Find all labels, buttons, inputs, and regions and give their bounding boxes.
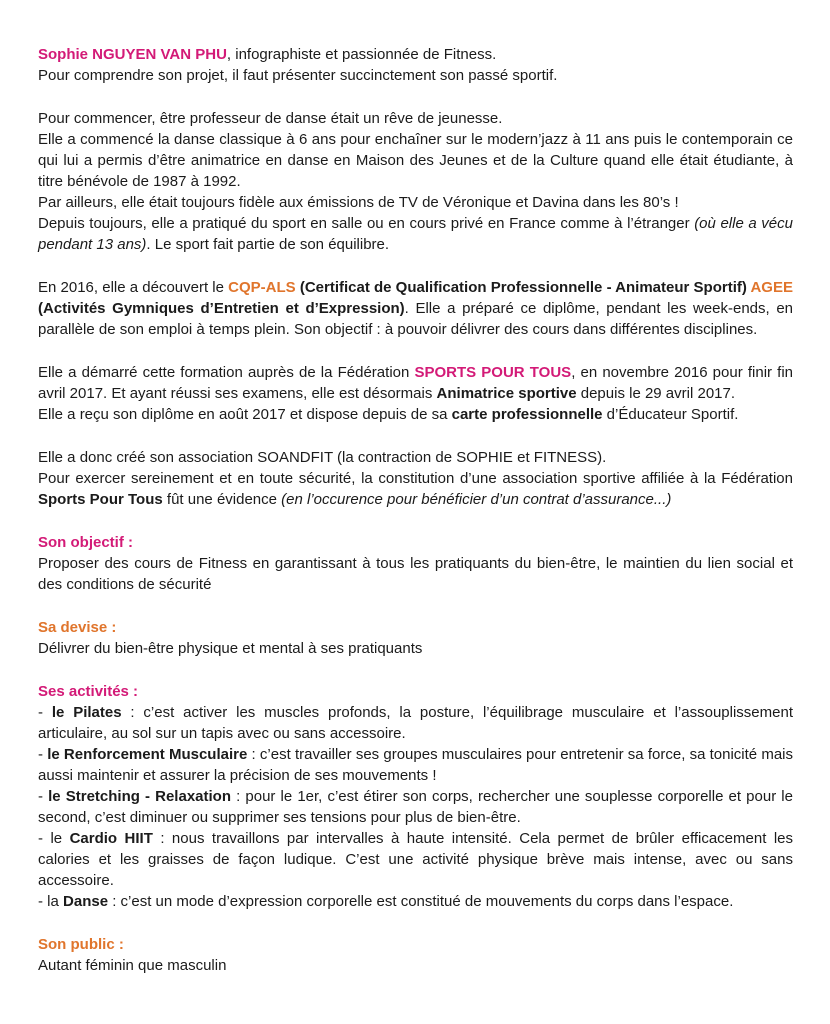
formation-mid: , en novembre 2016 pour finir fin avril 2017. Et ayant réussi ses examens, elle est désormais: [38, 364, 794, 402]
formation-line-1: [38, 362, 793, 404]
federation-name: SPORTS POUR TOUS: [414, 364, 572, 381]
activity-prefix: -: [38, 788, 49, 805]
activities-heading: Ses activités :: [38, 683, 139, 700]
activity-item-stretching: [38, 786, 793, 828]
motto-body: Délivrer du bien-être physique et mental à ses pratiquants: [38, 640, 423, 657]
qualification-start: En 2016, elle a découvert le: [38, 279, 229, 296]
audience-body: Autant féminin que masculin: [38, 957, 227, 974]
intro-paragraph: [38, 44, 793, 86]
association-mid: fût une évidence: [162, 491, 282, 508]
agee-detail: (Activités Gymniques d’Entretien et d’Expression): [38, 300, 405, 317]
formation-start: Elle a démarré cette formation auprès de la Fédération: [38, 364, 415, 381]
motto-section: [38, 617, 793, 659]
sports-pour-tous-label: Sports Pour Tous: [38, 491, 163, 508]
person-title: , infographiste et passionnée de Fitness.: [226, 46, 497, 63]
agee-label: AGEE: [750, 279, 793, 296]
association-paragraph: [38, 447, 793, 510]
sport-history-paragraph: [38, 108, 793, 255]
activity-description: : c’est activer les muscles profonds, la posture, l’équilibrage musculaire et l’assouplissement articulaire, au sol sur un tapis avec ou sans accessoire.: [38, 704, 793, 742]
association-start: Pour exercer sereinement et en toute sécurité, la constitution d’une association sportive affiliée à la Fédération: [38, 470, 793, 487]
history-line-sport: [38, 213, 793, 255]
cqp-als-label: CQP-ALS: [228, 279, 296, 296]
activity-prefix: -: [38, 746, 48, 763]
activity-description: : c’est travailler ses groupes musculaires pour entretenir sa force, sa tonicité mais aussi maintenir et assurer la précision de ses mouvements !: [38, 746, 794, 784]
objective-body: Proposer des cours de Fitness en garantissant à tous les pratiquants du bien-être, le maintien du lien social et des conditions de sécurité: [38, 555, 793, 593]
activities-section: [38, 681, 793, 912]
cqp-als-detail: (Certificat de Qualification Professionnelle - Animateur Sportif): [295, 279, 751, 296]
qualification-paragraph: [38, 277, 793, 340]
motto-heading: Sa devise :: [38, 619, 117, 636]
association-line-1: Elle a donc créé son association SOANDFIT (la contraction de SOPHIE et FITNESS).: [38, 449, 607, 466]
animatrice-label: Animatrice sportive: [436, 385, 577, 402]
diploma-start: Elle a reçu son diplôme en août 2017 et dispose depuis de sa: [38, 406, 452, 423]
activity-prefix: - la: [38, 893, 64, 910]
person-name: Sophie NGUYEN VAN PHU: [38, 46, 227, 63]
activity-item-pilates: [38, 702, 793, 744]
objective-heading: Son objectif :: [38, 534, 133, 551]
activity-description: : nous travaillons par intervalles à haute intensité. Cela permet de brûler efficacement les calories et les graisses de façon ludique. C’est une activité physique brève mais intense, avec ou sans accessoire.: [38, 830, 793, 889]
history-line-dance: Elle a commencé la danse classique à 6 ans pour enchaîner sur le modern’jazz à 11 ans puis le contemporain ce qui lui a permis d’être animatrice en danse en Maison des Jeunes et de la Culture quand elle était étudiante, à titre bénévole de 1987 à 1992.: [38, 131, 793, 190]
activity-description: : c’est un mode d’expression corporelle est constitué de mouvements du corps dans l’espace.: [108, 893, 734, 910]
activity-name: Cardio HIIT: [69, 830, 153, 847]
activity-name: le Pilates: [51, 704, 122, 721]
formation-paragraph: [38, 362, 793, 425]
activity-description: : pour le 1er, c’est étirer son corps, rechercher une souplesse corporelle et pour le second, c’est diminuer ou supprimer ses tensions pour plus de bien-être.: [38, 788, 793, 826]
activity-item-cardio-hiit: [38, 828, 793, 891]
activity-prefix: -: [38, 704, 52, 721]
activity-item-renforcement: [38, 744, 793, 786]
history-line-tv: Par ailleurs, elle était toujours fidèle aux émissions de TV de Véronique et Davina dans les 80’s !: [38, 194, 679, 211]
formation-line-2: [38, 404, 793, 425]
history-sport-italic: (où elle a vécu pendant 13 ans): [38, 215, 793, 253]
activity-item-danse: [38, 891, 793, 912]
intro-line-2: Pour comprendre son projet, il faut présenter succinctement son passé sportif.: [38, 67, 558, 84]
audience-section: [38, 934, 793, 976]
activity-name: Danse: [63, 893, 109, 910]
formation-end: depuis le 29 avril 2017.: [576, 385, 736, 402]
activity-name: le Renforcement Musculaire: [47, 746, 248, 763]
qualification-end: . Elle a préparé ce diplôme, pendant les week-ends, en parallèle de son emploi à temps plein. Son objectif : à pouvoir délivrer des cours dans différentes disciplines.: [38, 300, 793, 338]
activity-prefix: - le: [38, 830, 70, 847]
carte-label: carte professionnelle: [451, 406, 603, 423]
diploma-end: d’Éducateur Sportif.: [602, 406, 739, 423]
audience-heading: Son public :: [38, 936, 124, 953]
history-sport-start: Depuis toujours, elle a pratiqué du sport en salle ou en cours privé en France comme à l’étranger: [38, 215, 695, 232]
association-italic-note: (en l’occurence pour bénéficier d’un contrat d’assurance...): [281, 491, 672, 508]
history-line-dream: Pour commencer, être professeur de danse était un rêve de jeunesse.: [38, 110, 503, 127]
intro-line-1: [38, 44, 793, 65]
association-line-2: [38, 468, 793, 510]
activity-name: le Stretching - Relaxation: [48, 788, 231, 805]
objective-section: [38, 532, 793, 595]
history-sport-end: . Le sport fait partie de son équilibre.: [146, 236, 390, 253]
